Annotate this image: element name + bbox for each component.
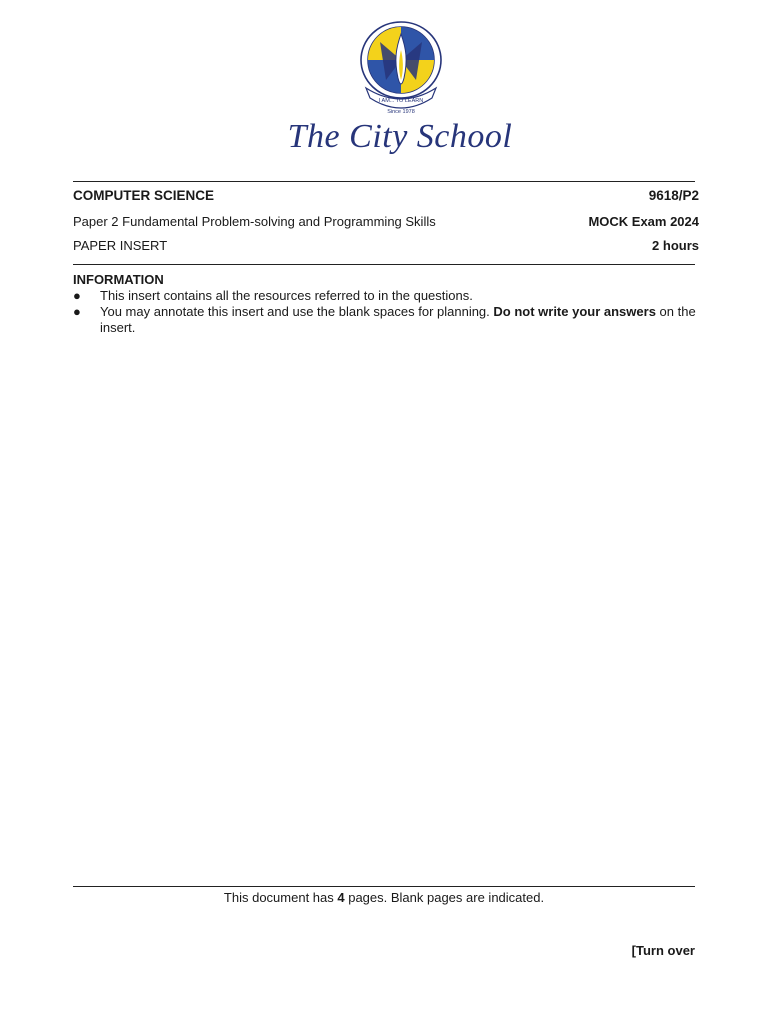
turn-over-label: [Turn over [631, 943, 695, 958]
info-bullet-1-text: This insert contains all the resources referred to in the questions. [100, 288, 473, 303]
header-top-rule [73, 181, 695, 182]
bullet-dot: ● [73, 304, 81, 319]
subject-title: COMPUTER SCIENCE [73, 188, 215, 203]
page-count-pre: This document has [223, 890, 338, 905]
info-bullet-2-text [100, 304, 699, 336]
page-count-note [73, 890, 695, 905]
page-count-number: 4 [337, 890, 345, 905]
info-bullet-2-pre: You may annotate this insert and use the blank spaces for planning. [100, 304, 494, 319]
info-bullet-2-post: on the insert. [100, 304, 696, 335]
header-bottom-rule [73, 264, 695, 265]
crest-since: Since 1978 [387, 109, 415, 115]
header-row-subject [73, 188, 699, 203]
crest-motto: I AM... TO LEARN [378, 98, 424, 104]
duration-label: 2 hours [652, 238, 699, 253]
page-count-post: pages. Blank pages are indicated. [344, 890, 545, 905]
bullet-dot: ● [73, 288, 81, 303]
exam-label: MOCK Exam 2024 [588, 214, 699, 229]
info-bullet-2-emphasis: Do not write your answers [493, 304, 656, 319]
footer-rule [73, 886, 695, 887]
header-row-paper [73, 214, 699, 229]
insert-label: PAPER INSERT [73, 238, 168, 253]
information-heading: INFORMATION [73, 272, 164, 287]
school-wordmark: The City School [287, 118, 513, 155]
header-row-insert [73, 238, 699, 253]
paper-code: 9618/P2 [648, 188, 699, 203]
paper-title: Paper 2 Fundamental Problem-solving and Programming Skills [73, 214, 436, 229]
school-crest-logo [358, 20, 444, 118]
